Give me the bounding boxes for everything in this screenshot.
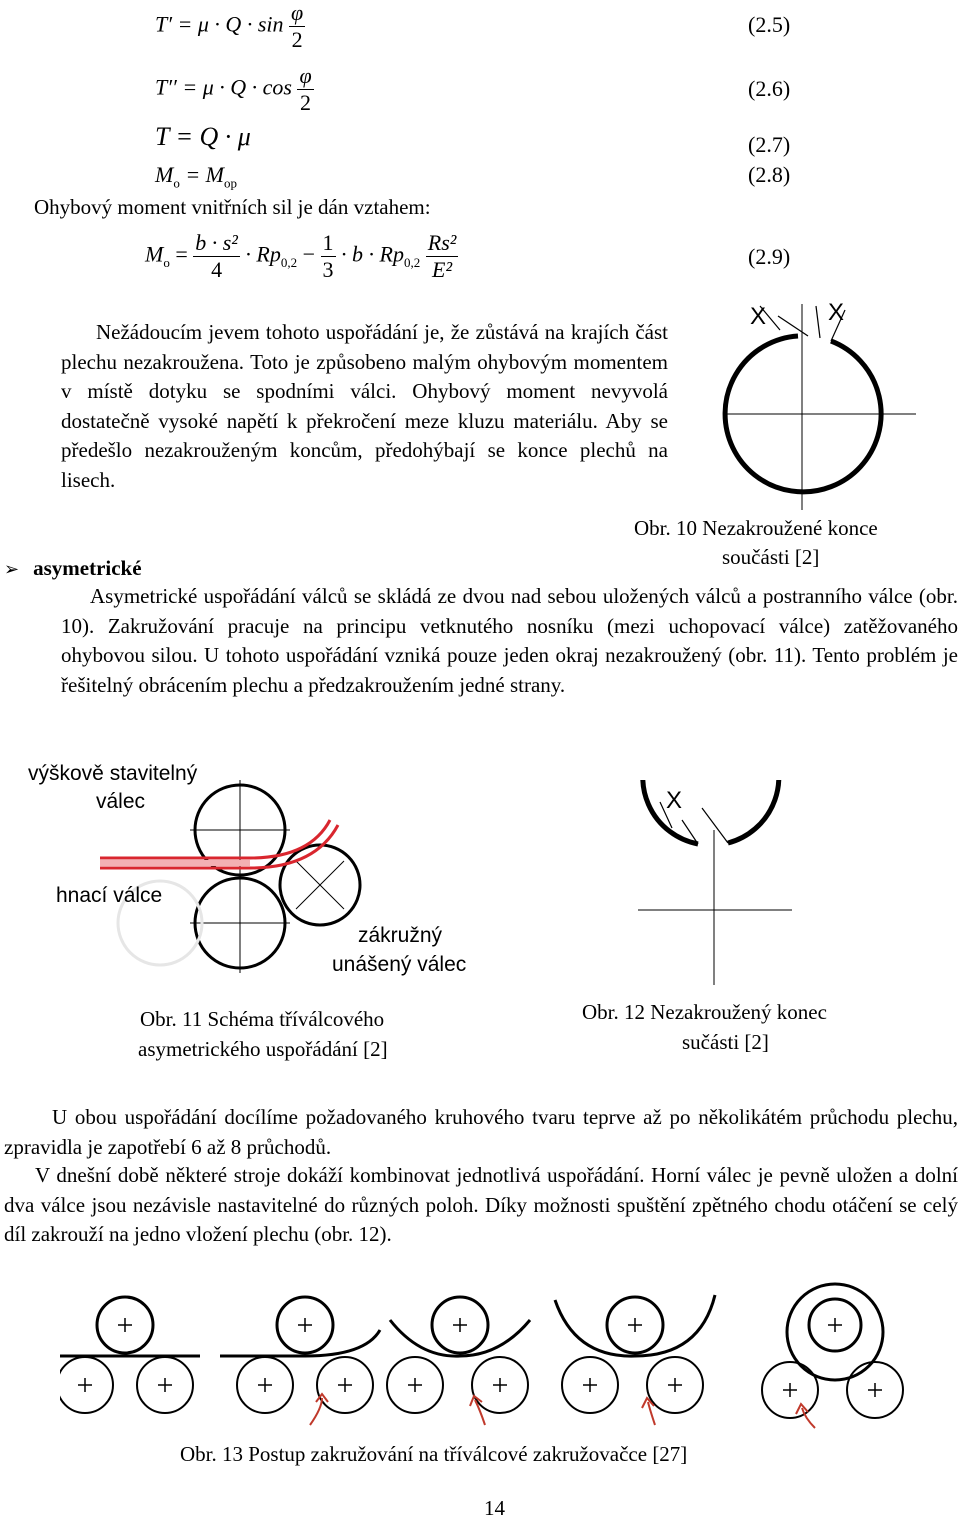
fraction-numerator: 1 xyxy=(322,230,334,255)
figure-10-caption: součásti [2] xyxy=(722,545,820,569)
term: · b · Rp xyxy=(341,241,404,267)
fraction-denominator: 2 xyxy=(300,90,312,115)
subscript: o xyxy=(173,175,180,191)
label-bending-roller: unášený válec xyxy=(332,953,467,976)
equation-2-7: T = Q · μ xyxy=(155,122,251,151)
paragraph: U obou uspořádání docílíme požadovaného kruhového tvaru teprve až po několikátém průchodu plechu, zpravidla je zapotřebí 6 až 8 průchodů. xyxy=(4,1105,958,1159)
subscript: 0,2 xyxy=(280,254,298,270)
label-adjustable-roller: válec xyxy=(96,790,146,813)
dimension-line xyxy=(778,316,808,336)
fraction xyxy=(193,230,240,283)
fraction xyxy=(321,230,336,283)
figure-12-caption: Obr. 12 Nezakroužený konec xyxy=(582,1000,827,1024)
incomplete-circle xyxy=(643,780,779,844)
step-3 xyxy=(387,1297,530,1413)
step-2 xyxy=(220,1297,380,1413)
term: · Rp xyxy=(245,241,281,267)
subscript: 0,2 xyxy=(404,254,421,270)
minus-sign: − xyxy=(302,241,316,267)
label-bending-roller: zákružný xyxy=(358,924,443,947)
figure-11-caption: Obr. 11 Schéma tříválcového xyxy=(140,1007,385,1031)
heading-label: asymetrické xyxy=(33,556,142,580)
equation-number: (2.9) xyxy=(748,244,791,269)
equation-number: (2.7) xyxy=(748,132,791,157)
fraction xyxy=(297,63,313,116)
equation-2-5 xyxy=(155,0,305,53)
equation-number: (2.8) xyxy=(748,162,791,187)
subscript: o xyxy=(163,254,170,270)
dimension-mark-x: X xyxy=(750,303,767,330)
label-adjustable-roller: výškově stavitelný xyxy=(28,762,198,785)
equation-2-6 xyxy=(155,63,314,116)
equation-rhs: = M xyxy=(179,162,224,187)
equation-lhs: T′ = μ · Q · sin xyxy=(155,11,284,37)
step-4 xyxy=(555,1295,715,1413)
subscript: op xyxy=(224,175,237,191)
equation-number: (2.5) xyxy=(748,12,791,37)
paragraph: Asymetrické uspořádání válců se skládá ze dvou nad sebou uložených válců a postranního válce (obr. 10). Zakružování pracuje na principu vetknutého nosníku (mezi uchopovací válce) zatěžovaného ohybovou silou. U tohoto uspořádání vzniká pouze jeden okraj nezakroužený (obr. 11). Tento problém je řešitelný obrácením plechu a předzakroužením jedné strany. xyxy=(61,584,958,697)
page-number: 14 xyxy=(484,1496,505,1520)
fraction-denominator: E² xyxy=(432,257,453,282)
intro-text: Ohybový moment vnitřních sil je dán vztahem: xyxy=(34,195,431,219)
fraction-denominator: 3 xyxy=(322,257,334,282)
dimension-mark-x: X xyxy=(828,299,845,326)
fraction-numerator: b · s² xyxy=(195,230,238,255)
equation-2-9 xyxy=(145,230,458,283)
bullet-arrow-icon: ➢ xyxy=(4,559,20,580)
equation-symbol: M xyxy=(155,162,174,187)
dimension-line xyxy=(816,306,820,338)
direction-arrows xyxy=(310,1394,815,1428)
fraction-numerator: φ xyxy=(291,0,304,25)
figure-10-caption: Obr. 10 Nezakroužené konce xyxy=(634,516,878,540)
fraction xyxy=(289,0,305,53)
fraction-denominator: 2 xyxy=(291,27,303,52)
figure-11-caption: asymetrického uspořádání [2] xyxy=(138,1037,388,1061)
figure-12-drawing xyxy=(630,780,800,990)
equation-lhs: T′′ = μ · Q · cos xyxy=(155,74,292,100)
fraction xyxy=(426,230,459,283)
step-5 xyxy=(762,1284,903,1418)
dimension-mark-x: X xyxy=(666,787,683,814)
figure-12-caption: sučásti [2] xyxy=(682,1030,769,1054)
equation-symbol: M xyxy=(145,241,164,267)
paragraph: V dnešní době některé stroje dokáží kombinovat jednotlivá uspořádání. Horní válec je pevně uložen a dolní dva válce jsou nezávisle nastavitelné do různých poloh. Díky možnosti spuštění zpětného chodu otáčení se celý díl zakrouží na jedno vložení plechu (obr. 12). xyxy=(4,1163,958,1246)
fraction-numerator: Rs² xyxy=(427,230,457,255)
equals-sign: = xyxy=(175,241,188,267)
fraction-numerator: φ xyxy=(299,63,312,88)
fraction-denominator: 4 xyxy=(211,257,223,282)
figure-13-caption: Obr. 13 Postup zakružování na tříválcové zakružovačce [27] xyxy=(180,1442,688,1466)
paragraph: Nežádoucím jevem tohoto uspořádání je, že zůstává na krajích část plechu nezakroužena. Toto je způsobeno malým ohybovým momentem v místě dotyku se spodními válci. Ohybový moment nevyvolá dostatečně vysoké napětí k překročení meze kluzu materiálu. Aby se předešlo nezakrouženým koncům, předohýbají se konce plechů na lisech. xyxy=(61,320,668,492)
step-1 xyxy=(60,1297,200,1413)
label-drive-rollers: hnací válce xyxy=(56,884,163,907)
figure-13-drawing xyxy=(60,1280,940,1430)
bullet-heading xyxy=(4,554,142,585)
equation-2-8 xyxy=(155,162,237,191)
figure-10-drawing xyxy=(720,296,920,516)
equation-number: (2.6) xyxy=(748,76,791,101)
figure-11-drawing xyxy=(20,755,500,995)
